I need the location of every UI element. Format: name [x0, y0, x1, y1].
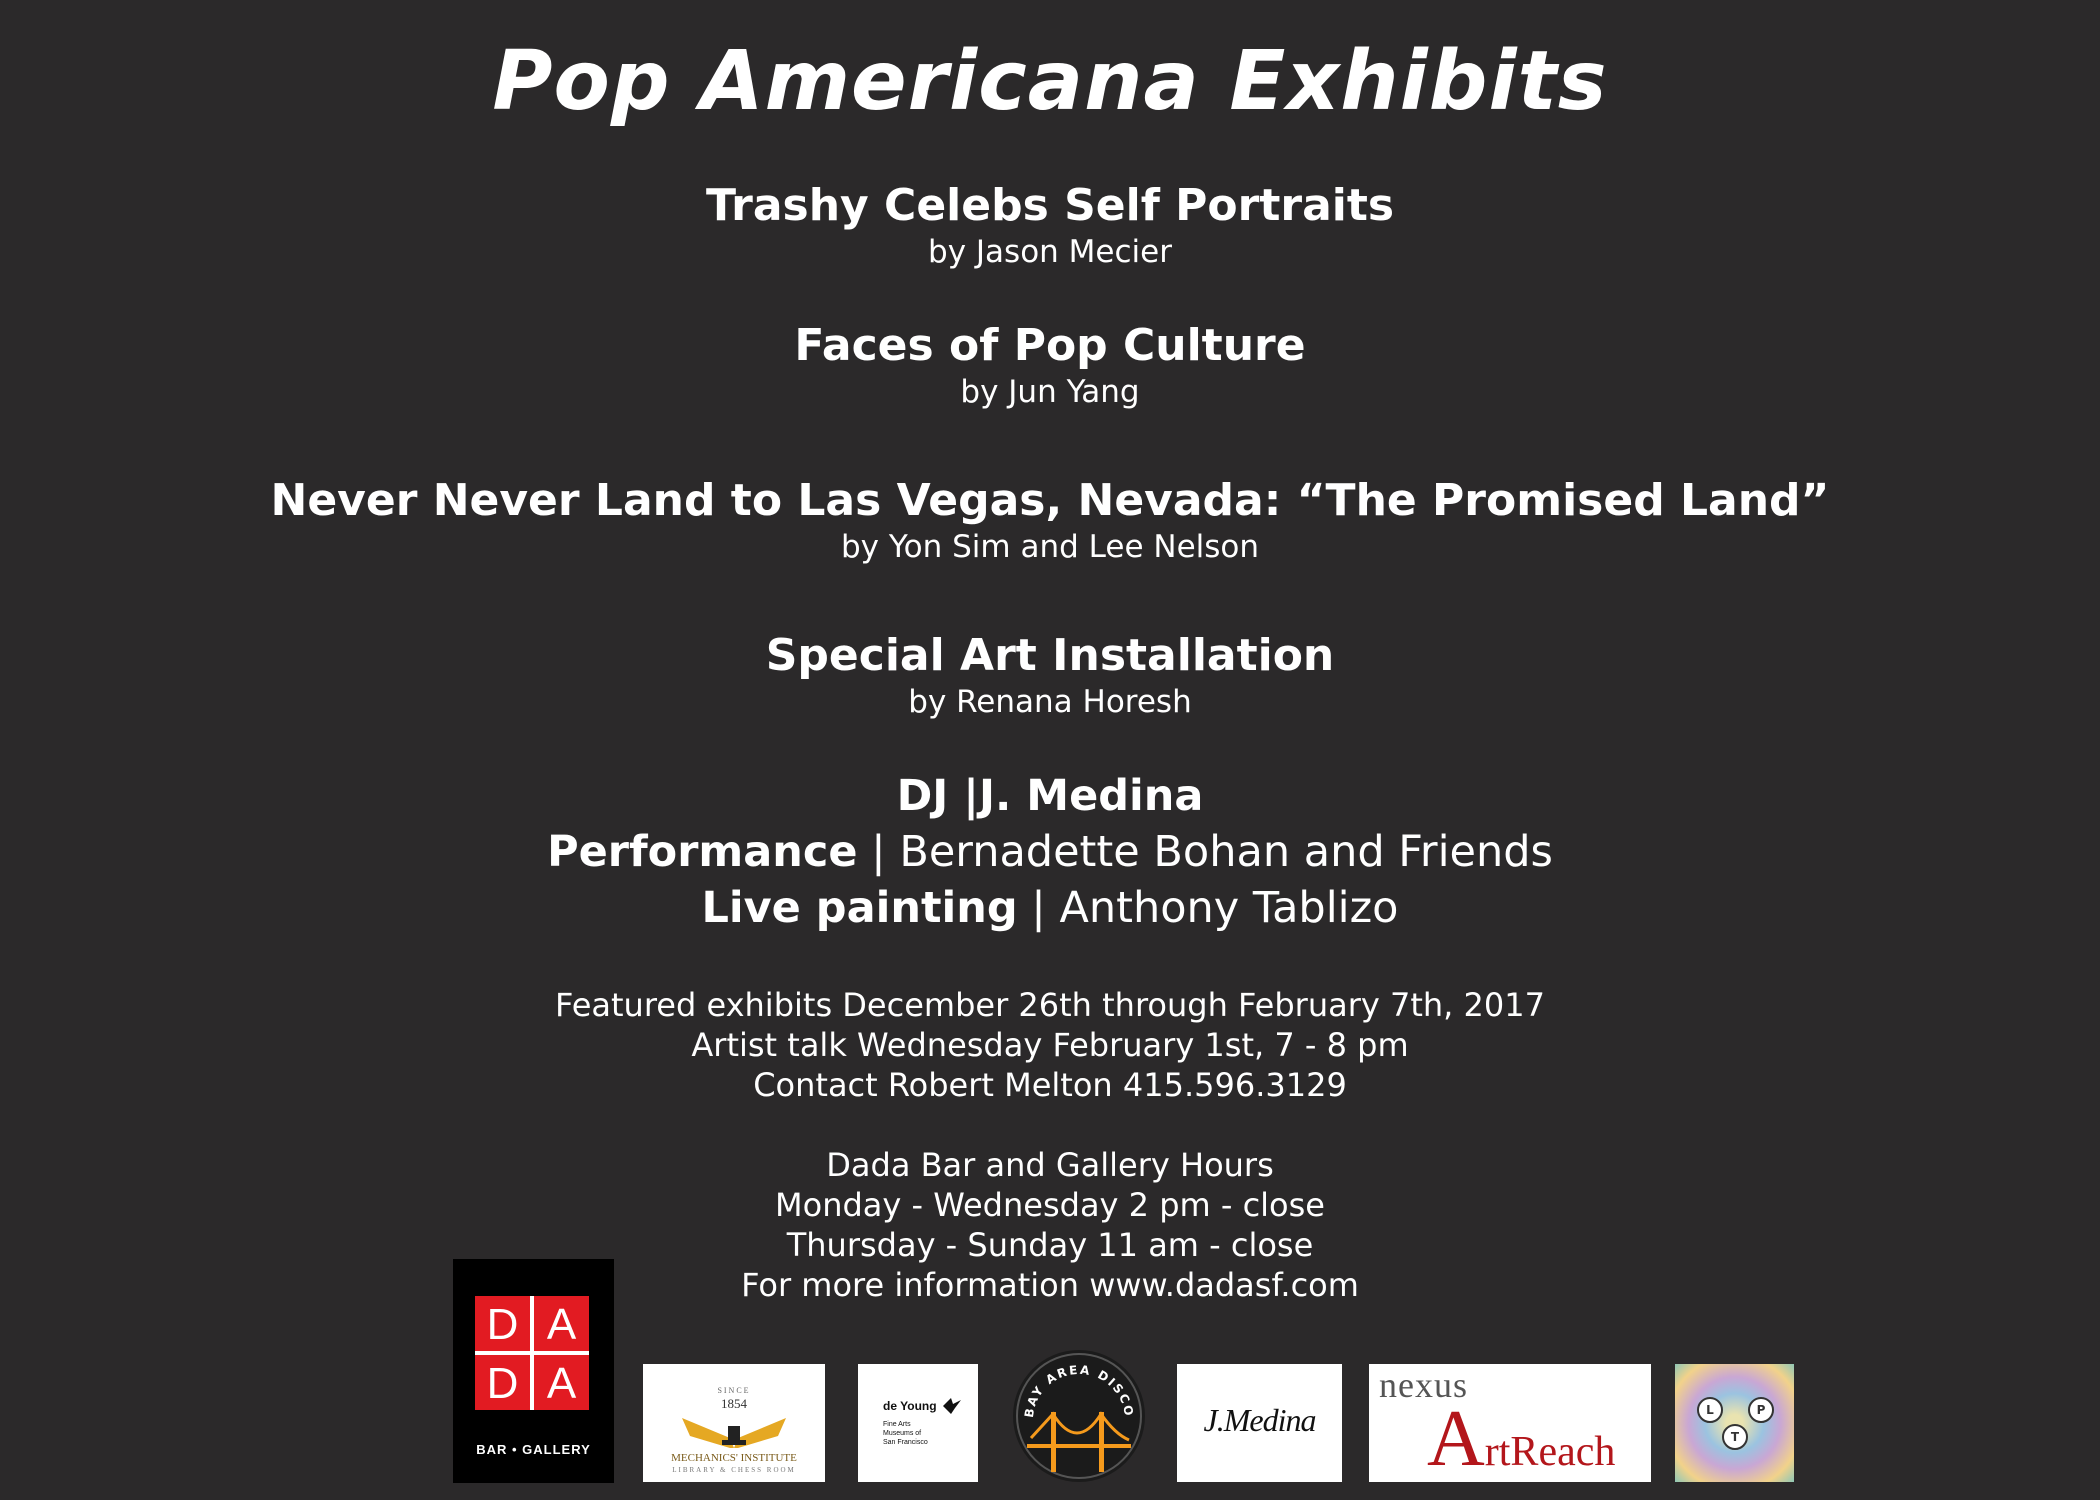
artreach-word — [1427, 1394, 1615, 1485]
artreach-rest: rtReach — [1484, 1429, 1616, 1475]
performer-line-performance — [0, 824, 2100, 880]
de-young-name: de Young — [883, 1399, 937, 1413]
artreach-a: A — [1427, 1395, 1485, 1483]
de-young-line: Museums of — [883, 1430, 922, 1437]
details-contact: Contact Robert Melton 415.596.3129 — [753, 1066, 1347, 1104]
mechanics-year: 1854 — [721, 1396, 747, 1411]
nexus-artreach-logo — [1369, 1364, 1651, 1482]
exhibit-3 — [0, 475, 2100, 567]
bridge-deck — [1027, 1444, 1131, 1448]
gallery-hours — [0, 1145, 2100, 1305]
dada-letter: D — [486, 1300, 519, 1349]
hours-heading: Dada Bar and Gallery Hours — [826, 1146, 1274, 1184]
more-info-link[interactable]: For more information www.dadasf.com — [741, 1266, 1359, 1304]
nexus-word: nexus — [1379, 1365, 1468, 1405]
details-dates: Featured exhibits December 26th through February 7th, 2017 — [555, 986, 1545, 1024]
exhibit-title: Trashy Celebs Self Portraits — [705, 180, 1395, 231]
de-young-line: San Francisco — [883, 1439, 928, 1446]
details-artist-talk: Artist talk Wednesday February 1st, 7 - 8 pm — [691, 1026, 1409, 1064]
mechanics-institute-logo — [643, 1364, 825, 1482]
bird-icon — [941, 1394, 963, 1416]
disco-arc-text: BAY AREA DISCO — [1021, 1362, 1137, 1419]
bridge-tower-left — [1051, 1412, 1056, 1472]
open-book-icon — [678, 1408, 790, 1452]
exhibit-artist: by Jason Mecier — [928, 234, 1172, 270]
de-young-logo — [858, 1364, 978, 1482]
dada-letter: A — [546, 1359, 577, 1408]
performers — [0, 768, 2100, 936]
exhibit-details — [0, 985, 2100, 1105]
performer-separator: | — [857, 827, 900, 877]
dada-logo-subtitle: BAR • GALLERY — [476, 1442, 591, 1457]
performer-name: Bernadette Bohan and Friends — [899, 827, 1553, 877]
ltp-letter-p: P — [1748, 1397, 1774, 1423]
page-title: Pop Americana Exhibits — [492, 34, 1608, 129]
hours-weekday: Monday - Wednesday 2 pm - close — [775, 1186, 1325, 1224]
hours-weekend: Thursday - Sunday 11 am - close — [786, 1226, 1314, 1264]
dada-logo — [453, 1259, 614, 1483]
exhibit-title: Never Never Land to Las Vegas, Nevada: “The Promised Land” — [270, 475, 1830, 526]
performer-line-dj — [0, 768, 2100, 824]
dada-letter: A — [546, 1300, 577, 1349]
bridge-tower-right — [1099, 1412, 1104, 1472]
performer-role: Performance — [547, 827, 858, 877]
performer-separator: | — [963, 771, 979, 821]
dada-logo-grid — [475, 1296, 589, 1410]
exhibit-4 — [0, 630, 2100, 722]
performer-name: J. Medina — [978, 771, 1204, 821]
exhibit-1 — [0, 180, 2100, 272]
de-young-subtitle — [883, 1420, 928, 1447]
mechanics-name: MECHANICS' INSTITUTE — [671, 1452, 797, 1464]
dada-letter: D — [486, 1359, 519, 1408]
j-medina-signature: J.Medina — [1203, 1402, 1316, 1438]
mechanics-since: SINCE — [717, 1386, 751, 1395]
de-young-line: Fine Arts — [883, 1421, 911, 1428]
exhibit-artist: by Renana Horesh — [908, 684, 1192, 720]
ltp-logo — [1675, 1364, 1794, 1482]
exhibit-2 — [0, 320, 2100, 412]
performer-separator: | — [1017, 883, 1060, 933]
bay-area-disco-logo — [1011, 1348, 1147, 1484]
performer-name: Anthony Tablizo — [1059, 883, 1399, 933]
performer-line-live-painting — [0, 880, 2100, 936]
performer-role: Live painting — [701, 883, 1018, 933]
j-medina-logo — [1177, 1364, 1342, 1482]
ltp-letter-t: T — [1722, 1424, 1748, 1450]
exhibit-title: Faces of Pop Culture — [794, 320, 1306, 371]
performer-role: DJ — [896, 771, 964, 821]
exhibit-title: Special Art Installation — [765, 630, 1335, 681]
ltp-letter-l: L — [1697, 1397, 1723, 1423]
exhibit-artist: by Yon Sim and Lee Nelson — [840, 529, 1260, 565]
exhibit-artist: by Jun Yang — [960, 374, 1140, 410]
mechanics-subtitle: LIBRARY & CHESS ROOM — [672, 1466, 796, 1474]
